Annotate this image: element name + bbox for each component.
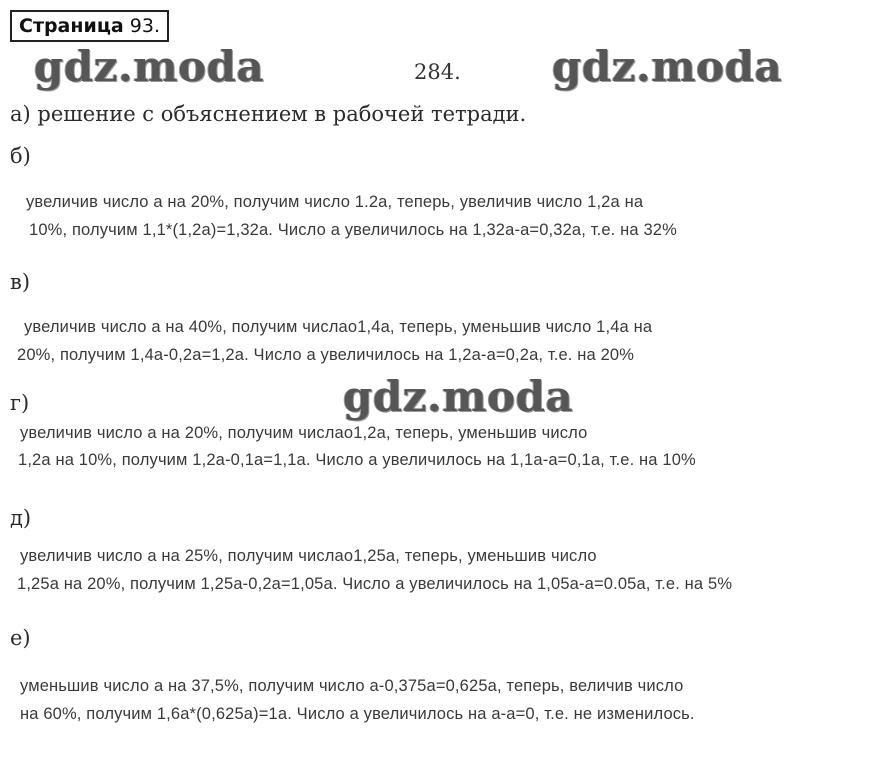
watermark-right: gdz.moda bbox=[552, 42, 783, 91]
page-label bbox=[10, 10, 169, 42]
part-label-v: в) bbox=[10, 270, 31, 294]
problem-number: 284. bbox=[414, 60, 461, 84]
part-g-line-2: 1,2а на 10%, получим 1,2а-0,1а=1,1а. Число а увеличилось на 1,1а-а=0,1а, т.е. на 10% bbox=[18, 451, 696, 469]
page-label-word: Страница bbox=[19, 15, 124, 37]
part-label-b: б) bbox=[10, 144, 31, 168]
part-v-line-2: 20%, получим 1,4а-0,2а=1,2а. Число а увеличилось на 1,2а-а=0,2а, т.е. на 20% bbox=[17, 346, 635, 364]
part-d-line-1: увеличив число а на 25%, получим числао1,25а, теперь, уменьшив число bbox=[20, 547, 597, 565]
part-e-line-1: уменьшив число а на 37,5%, получим число а-0,375а=0,625а, теперь, величив число bbox=[20, 677, 684, 695]
part-d-line-2: 1,25а на 20%, получим 1,25а-0,2а=1,05а. Число а увеличилось на 1,05а-а=0.05а, т.е. на 5% bbox=[17, 575, 733, 593]
watermark-left: gdz.moda bbox=[34, 42, 265, 91]
part-label-d: д) bbox=[10, 506, 32, 530]
page-label-number: 93. bbox=[129, 15, 160, 37]
part-e-line-2: на 60%, получим 1,6а*(0,625а)=1а. Число а увеличилось на а-а=0, т.е. не изменилось. bbox=[20, 705, 695, 723]
part-label-e: е) bbox=[10, 626, 31, 650]
watermark-center: gdz.moda bbox=[343, 372, 574, 421]
part-v-line-1: увеличив число а на 40%, получим числао1,4а, теперь, уменьшив число 1,4а на bbox=[24, 318, 653, 336]
part-g-line-1: увеличив число а на 20%, получим числао1,2а, теперь, уменьшив число bbox=[20, 424, 588, 442]
part-label-g: г) bbox=[10, 391, 30, 415]
part-b-line-2: 10%, получим 1,1*(1,2а)=1,32а. Число а увеличилось на 1,32а-а=0,32а, т.е. на 32% bbox=[29, 221, 677, 239]
intro-line: а) решение с объяснением в рабочей тетради. bbox=[10, 102, 527, 126]
part-b-line-1: увеличив число а на 20%, получим число 1.2а, теперь, увеличив число 1,2а на bbox=[26, 193, 644, 211]
